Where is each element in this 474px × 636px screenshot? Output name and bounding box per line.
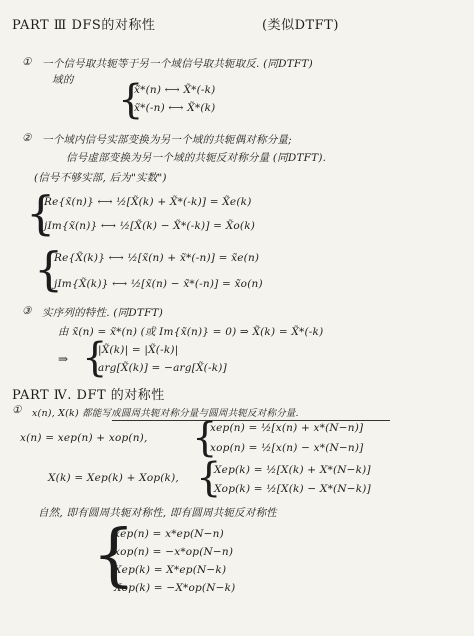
part3-item1-text: 一个信号取共轭等于另一个域信号取共轭取反. (同DTFT) <box>42 58 313 70</box>
part3-title: PART Ⅲ DFS的对称性 <box>12 18 156 33</box>
part4-item1-f1b: xop(n) = ½[x(n) − x*(N−n)] <box>210 442 364 454</box>
part4-item1-f2: X(k) = Xep(k) + Xop(k), <box>48 472 179 484</box>
part4-item1-num: ① <box>12 404 22 416</box>
brace-item3: { <box>82 335 108 381</box>
part3-item2-text2: 信号虚部变换为另一个域的共轭反对称分量 (同DTFT). <box>66 152 327 164</box>
part4-s3: Xep(k) = X*ep(N−k) <box>114 564 227 576</box>
part3-item2-f4: jIm{X̃(k)} ⟷ ½[x̃(n) − x̃*(-n)] = x̃o(n) <box>54 278 263 290</box>
brace-item2a: { <box>26 186 56 240</box>
part3-item3-arrow: ⇒ <box>58 352 69 366</box>
part3-item2-text3: (信号不够实部, 后为"实数") <box>34 172 167 184</box>
part4-title: PART Ⅳ. DFT 的对称性 <box>12 388 165 403</box>
part3-item3-f3: arg[X̃(k)] = −arg[X̃(-k)] <box>98 362 227 374</box>
part4-item1-f2b: Xop(k) = ½[X(k) − X*(N−k)] <box>214 483 371 495</box>
part3-item3-num: ③ <box>22 305 32 317</box>
underline <box>112 420 390 421</box>
part3-item2-num: ② <box>22 132 32 144</box>
part3-item2-f2: jIm{x̃(n)} ⟷ ½[X̃(k) − X̃*(-k)] = X̃o(k) <box>44 220 256 232</box>
part4-item1-f1a: xep(n) = ½[x(n) + x*(N−n)] <box>210 422 364 434</box>
part3-item1-f1: x̃*(n) ⟷ X̃*(-k) <box>134 84 216 96</box>
part3-item3-f2: |X̃(k)| = |X̃(-k)| <box>98 344 179 356</box>
part3-item2-text: 一个域内信号实部变换为另一个域的共轭偶对称分量; <box>42 134 292 146</box>
part3-item1-num: ① <box>22 56 32 68</box>
brace-Xep: { <box>196 455 222 501</box>
part3-item2-f3: Re{X̃(k)} ⟷ ½[x̃(n) + x̃*(-n)] = x̃e(n) <box>54 252 260 264</box>
part4-item1-f1: x(n) = xep(n) + xop(n), <box>20 432 148 444</box>
part3-item3-f1: 由 x̃(n) = x̃*(n) (或 Im{x̃(n)} = 0) ⇒ X̃(k) = X̃*(-k) <box>58 326 324 338</box>
part3-item1-f2: x̃*(-n) ⟷ X̃*(k) <box>134 102 216 114</box>
part3-note: (类似DTFT) <box>262 18 339 33</box>
part4-summary: 自然, 即有圆周共轭对称性, 即有圆周共轭反对称性 <box>38 507 277 519</box>
brace-xep: { <box>192 415 218 461</box>
brace-summary: { <box>92 516 136 595</box>
part4-s2: xop(n) = −x*op(N−n) <box>114 546 234 558</box>
part3-item1-cont: 域的 <box>52 74 74 86</box>
part4-item1-text: x(n), X(k) 都能写成圆周共轭对称分量与圆周共轭反对称分量. <box>32 408 299 419</box>
brace-item2b: { <box>34 242 64 296</box>
part3-item3-text: 实序列的特性. (同DTFT) <box>42 307 164 319</box>
part3-item2-f1: Re{x̃(n)} ⟷ ½[X̃(k) + X̃*(-k)] = X̃e(k) <box>44 196 252 208</box>
part4-s4: Xop(k) = −X*op(N−k) <box>114 582 236 594</box>
brace-item1: { <box>118 77 144 123</box>
part4-s1: xep(n) = x*ep(N−n) <box>114 528 224 540</box>
part4-item1-f2a: Xep(k) = ½[X(k) + X*(N−k)] <box>214 464 371 476</box>
